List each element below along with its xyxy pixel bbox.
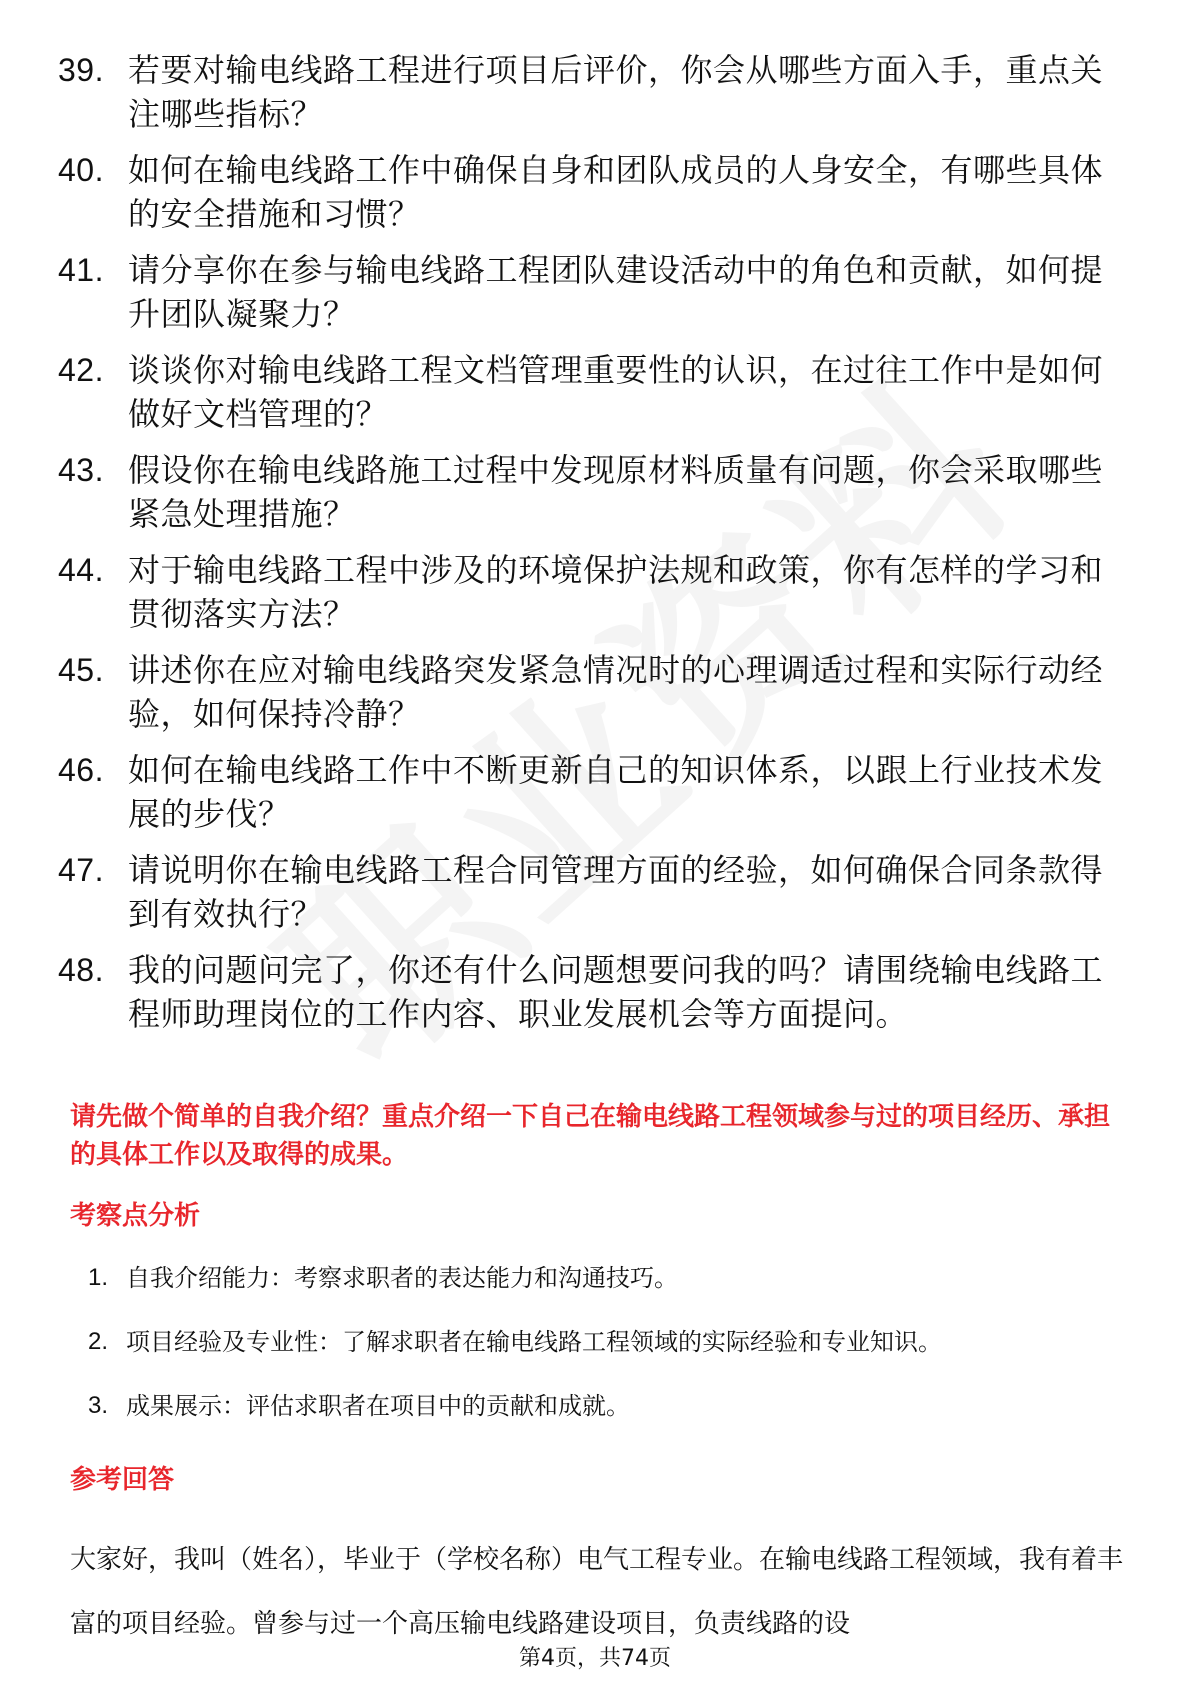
question-item [58, 148, 1128, 236]
analysis-item [88, 1388, 1128, 1424]
question-number: 47. [58, 852, 104, 888]
question-text: 如何在输电线路工作中确保自身和团队成员的人身安全，有哪些具体的安全措施和习惯？ [128, 151, 1104, 233]
question-number: 44. [58, 552, 104, 588]
question-item [58, 748, 1128, 836]
analysis-number: 3. [88, 1392, 109, 1419]
analysis-number: 2. [88, 1328, 109, 1355]
question-text: 如何在输电线路工作中不断更新自己的知识体系，以跟上行业技术发展的步伐？ [128, 751, 1104, 833]
page-footer: 第4页，共74页 [519, 1646, 671, 1671]
question-number: 42. [58, 352, 104, 388]
highlight-question: 请先做个简单的自我介绍？重点介绍一下自己在输电线路工程领域参与过的项目经历、承担的具体工作以及取得的成果。 [70, 1102, 1111, 1170]
question-item [58, 48, 1128, 136]
analysis-text: 成果展示：评估求职者在项目中的贡献和成就。 [126, 1392, 630, 1420]
analysis-list [88, 1260, 1128, 1452]
question-number: 45. [58, 652, 104, 688]
analysis-item [88, 1324, 1128, 1360]
question-number: 39. [58, 52, 104, 88]
analysis-text: 自我介绍能力：考察求职者的表达能力和沟通技巧。 [126, 1264, 678, 1292]
question-text: 我的问题问完了，你还有什么问题想要问我的吗？请围绕输电线路工程师助理岗位的工作内容、职业发展机会等方面提问。 [128, 951, 1104, 1033]
analysis-item [88, 1260, 1128, 1296]
reference-title: 参考回答 [70, 1465, 175, 1495]
question-text: 请分享你在参与输电线路工程团队建设活动中的角色和贡献，如何提升团队凝聚力？ [128, 251, 1104, 333]
analysis-text: 项目经验及专业性：了解求职者在输电线路工程领域的实际经验和专业知识。 [126, 1328, 942, 1356]
question-text: 对于输电线路工程中涉及的环境保护法规和政策，你有怎样的学习和贯彻落实方法？ [128, 551, 1104, 633]
question-number: 48. [58, 952, 104, 988]
question-item [58, 348, 1128, 436]
question-item [58, 848, 1128, 936]
question-number: 41. [58, 252, 104, 288]
analysis-number: 1. [88, 1264, 109, 1291]
question-text: 假设你在输电线路施工过程中发现原材料质量有问题，你会采取哪些紧急处理措施？ [128, 451, 1104, 533]
question-item [58, 648, 1128, 736]
question-number: 43. [58, 452, 104, 488]
question-item [58, 448, 1128, 536]
analysis-title: 考察点分析 [70, 1201, 201, 1231]
question-number: 40. [58, 152, 104, 188]
question-text: 请说明你在输电线路工程合同管理方面的经验，如何确保合同条款得到有效执行？ [128, 851, 1104, 933]
question-text: 谈谈你对输电线路工程文档管理重要性的认识，在过往工作中是如何做好文档管理的？ [128, 351, 1104, 433]
question-item [58, 548, 1128, 636]
question-item [58, 948, 1128, 1036]
question-text: 若要对输电线路工程进行项目后评价，你会从哪些方面入手，重点关注哪些指标？ [128, 51, 1104, 133]
reference-answer: 大家好，我叫（姓名），毕业于（学校名称）电气工程专业。在输电线路工程领域，我有着丰富的项目经验。曾参与过一个高压输电线路建设项目，负责线路的设 [70, 1545, 1124, 1639]
question-list [58, 48, 1128, 1048]
question-number: 46. [58, 752, 104, 788]
question-item [58, 248, 1128, 336]
question-text: 讲述你在应对输电线路突发紧急情况时的心理调适过程和实际行动经验，如何保持冷静？ [128, 651, 1104, 733]
